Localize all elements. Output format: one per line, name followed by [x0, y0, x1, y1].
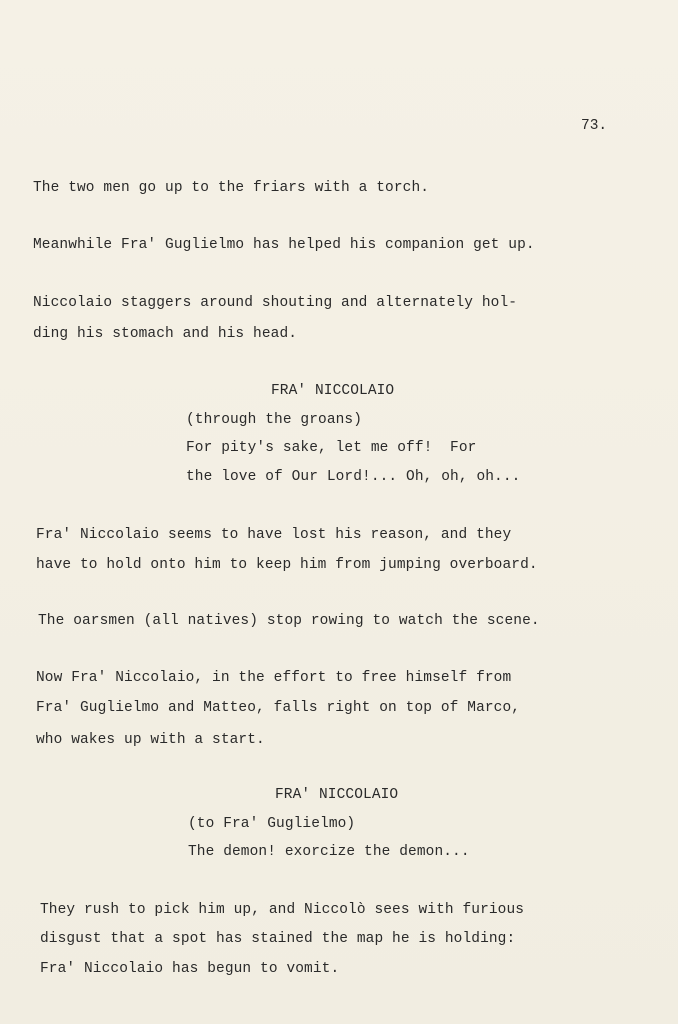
action-line: Niccolaio staggers around shouting and alternately hol- [33, 295, 518, 311]
dialogue-line: the love of Our Lord!... Oh, oh, oh... [186, 469, 521, 485]
character-name: FRA' NICCOLAIO [271, 383, 395, 399]
action-line: disgust that a spot has stained the map he is holding: [40, 931, 516, 947]
action-line: Meanwhile Fra' Guglielmo has helped his companion get up. [33, 237, 535, 253]
action-line: The oarsmen (all natives) stop rowing to watch the scene. [38, 613, 540, 629]
parenthetical: (through the groans) [186, 412, 363, 428]
action-line: The two men go up to the friars with a torch. [33, 180, 430, 196]
action-line: Now Fra' Niccolaio, in the effort to free himself from [36, 670, 512, 686]
action-line: who wakes up with a start. [36, 732, 265, 748]
character-name: FRA' NICCOLAIO [275, 787, 399, 803]
page-number: 73. [581, 118, 608, 134]
action-line: Fra' Niccolaio seems to have lost his reason, and they [36, 527, 512, 543]
action-line: Fra' Niccolaio has begun to vomit. [40, 961, 340, 977]
parenthetical: (to Fra' Guglielmo) [188, 816, 356, 832]
action-line: They rush to pick him up, and Niccolò sees with furious [40, 902, 525, 918]
dialogue-line: The demon! exorcize the demon... [188, 844, 470, 860]
action-line: have to hold onto him to keep him from jumping overboard. [36, 557, 538, 573]
dialogue-line: For pity's sake, let me off! For [186, 440, 477, 456]
action-line: ding his stomach and his head. [33, 326, 298, 342]
action-line: Fra' Guglielmo and Matteo, falls right on top of Marco, [36, 700, 521, 716]
